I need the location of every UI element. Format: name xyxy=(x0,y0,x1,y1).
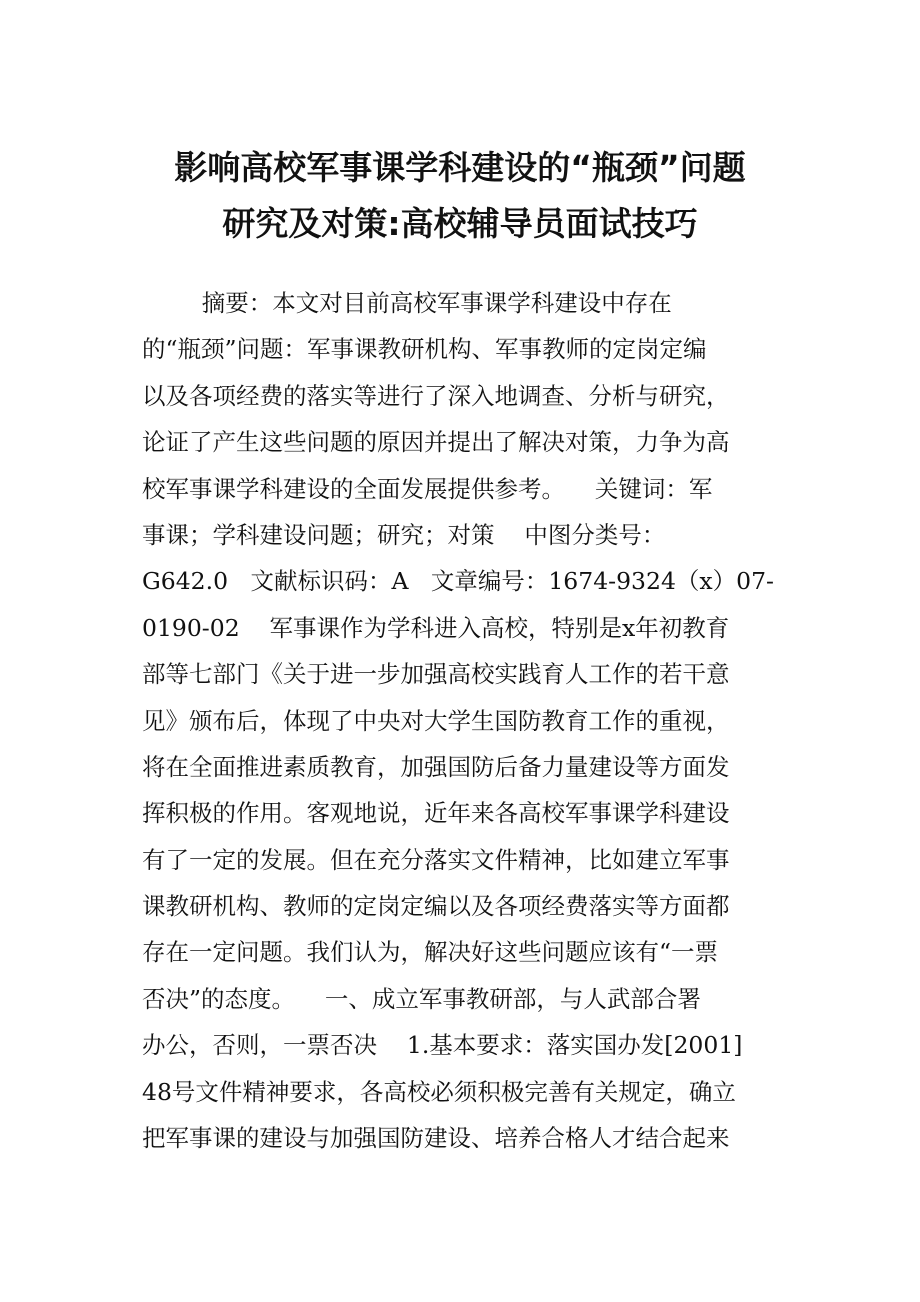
body-line: 0190-02 军事课作为学科进入高校，特别是x年初教育 xyxy=(142,613,730,642)
body-line: 以及各项经费的落实等进行了深入地调查、分析与研究， xyxy=(142,381,730,410)
body-line: 摘要：本文对目前高校军事课学科建设中存在 xyxy=(142,289,672,317)
body-line: 办公，否则，一票否决 1.基本要求：落实国办发[2001] xyxy=(142,1031,743,1060)
body-line: 否决”的态度。 一、成立军事教研部，与人武部合署 xyxy=(142,984,701,1013)
body-line: 的“瓶颈”问题：军事课教研机构、军事教师的定岗定编 xyxy=(142,335,707,364)
document-title-line-1: 影响高校军事课学科建设的“瓶颈”问题 xyxy=(174,148,746,187)
body-line: 有了一定的发展。但在充分落实文件精神，比如建立军事 xyxy=(142,845,730,874)
body-line: 见》颁布后，体现了中央对大学生国防教育工作的重视， xyxy=(142,706,730,735)
body-line: 将在全面推进素质教育，加强国防后备力量建设等方面发 xyxy=(142,752,730,781)
body-line: 校军事课学科建设的全面发展提供参考。 关键词：军 xyxy=(142,474,713,503)
body-line: 48号文件精神要求，各高校必须积极完善有关规定，确立 xyxy=(142,1077,736,1106)
body-line: 挥积极的作用。客观地说，近年来各高校军事课学科建设 xyxy=(142,799,730,828)
document-body xyxy=(142,280,782,1161)
body-line: 把军事课的建设与加强国防建设、培养合格人才结合起来 xyxy=(142,1124,730,1153)
document-title-line-2: 研究及对策:高校辅导员面试技巧 xyxy=(222,204,698,243)
body-line: 存在一定问题。我们认为，解决好这些问题应该有“一票 xyxy=(142,938,719,967)
body-line: G642.0 文献标识码：A 文章编号：1674-9324（x）07- xyxy=(142,567,774,596)
body-line: 部等七部门《关于进一步加强高校实践育人工作的若干意 xyxy=(142,660,730,689)
body-line: 事课；学科建设问题；研究；对策 中图分类号： xyxy=(142,520,666,549)
body-line: 论证了产生这些问题的原因并提出了解决对策，力争为高 xyxy=(142,428,730,457)
body-line: 课教研机构、教师的定岗定编以及各项经费落实等方面都 xyxy=(142,892,730,921)
